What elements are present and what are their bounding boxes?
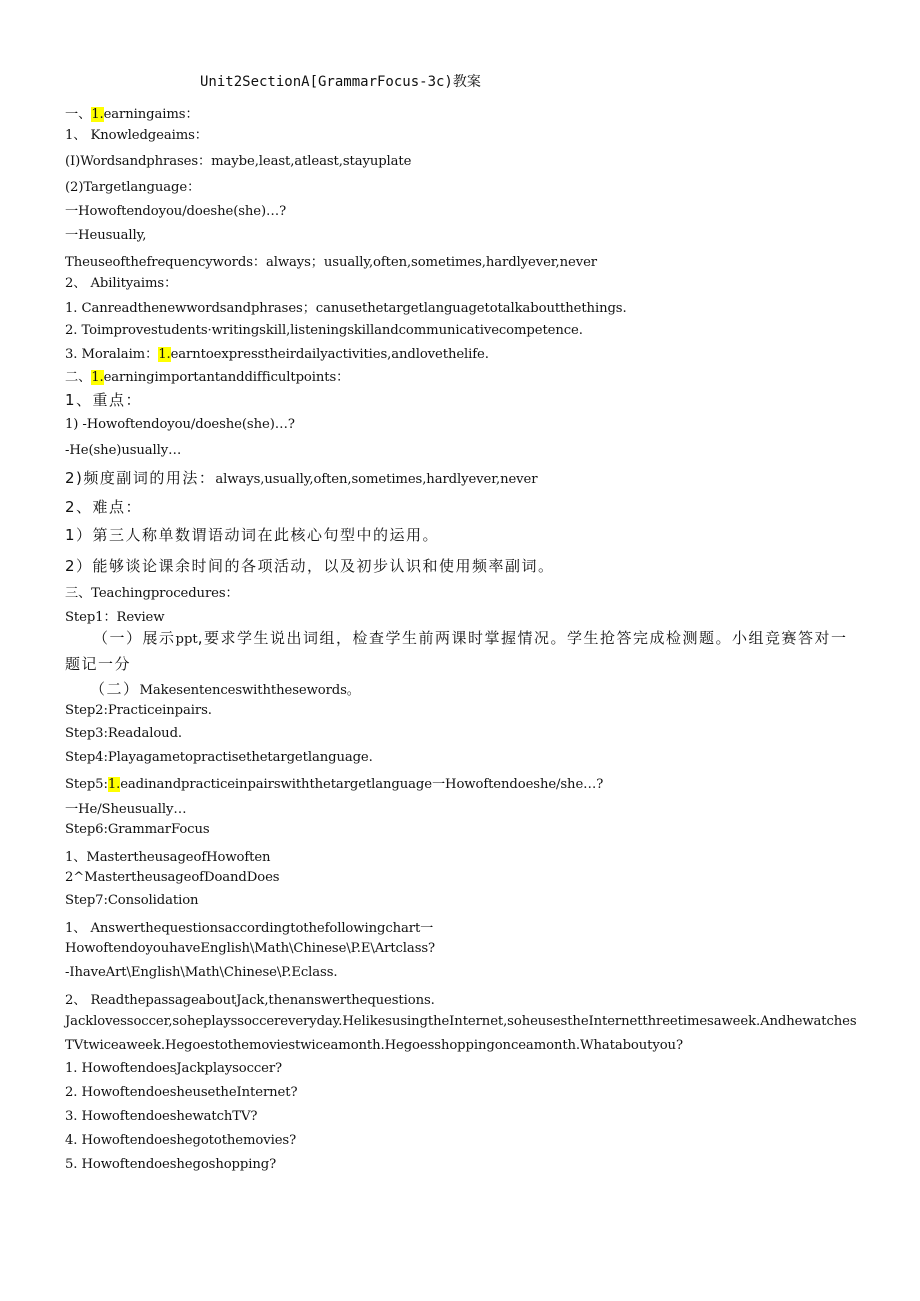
aims-line: Theuseofthefrequencywords：always；usually,often,sometimes,hardlyever,never (65, 255, 597, 270)
step-line: Step6:GrammarFocus (65, 822, 210, 837)
highlighted-text: 1. (158, 347, 171, 362)
step-line (90, 678, 360, 699)
aims-line: Step1：Review (65, 610, 165, 625)
step-line: Step7:Consolidation (65, 893, 199, 908)
line-text: Makesentenceswiththesewords。 (139, 683, 360, 698)
step-line: 2^MastertheusageofDoandDoes (65, 870, 280, 885)
aims-line: -He(she)usually… (65, 443, 182, 458)
aims-line (65, 366, 349, 385)
line-prefix: 3. Moralaim： (65, 347, 159, 362)
step-line: 2、 ReadthepassageaboutJack,thenanswerthequestions. (65, 993, 435, 1008)
aims-line: 1) -Howoftendoyou/doeshe(she)…? (65, 417, 295, 432)
highlighted-text: 1. (91, 107, 104, 122)
aims-line: 1、重点： (65, 391, 143, 409)
line-text: earntoexpresstheirdailyactivities,andlovethelife. (170, 347, 489, 362)
line-prefix: 二、 (65, 370, 92, 385)
aims-line: 1. Canreadthenewwordsandphrases；canusethetargetlanguagetotalkaboutthethings. (65, 301, 627, 316)
aims-line: 1）第三人称单数谓语动词在此核心句型中的运用。 (65, 526, 440, 544)
line-prefix: 2)频度副词的用法： (65, 469, 216, 487)
aims-line: 一Heusually, (65, 228, 147, 243)
aims-line (65, 103, 199, 122)
step-line: Step2:Practiceinpairs. (65, 703, 212, 718)
jack-passage: Jacklovessoccer,soheplayssoccereveryday.HelikesusingtheInternet,soheusestheInternetthreetimesaweek.AndhewatchesTVtwiceaweek.Hegoestothemoviestwiceamonth.Hegoesshoppingonceamonth.Whataboutyou? (65, 1014, 857, 1053)
step-line: 一He/Sheusually… (65, 802, 187, 817)
aims-line: 1、 Knowledgeaims： (65, 128, 208, 143)
aims-line: 2、难点： (65, 498, 143, 516)
question-line: 2. HowoftendoesheusetheInternet? (65, 1085, 298, 1100)
step-line: Step3:Readaloud. (65, 726, 182, 741)
aims-line (65, 343, 489, 362)
aims-line: (2)Targetlanguage： (65, 180, 201, 195)
step-line: HowoftendoyouhaveEnglish\Math\Chinese\P.E\Artclass? (65, 941, 435, 956)
line-text: always,usually,often,sometimes,hardlyever,never (215, 472, 538, 487)
document-title: Unit2SectionA[GrammarFocus-3c)教案 (200, 74, 481, 90)
question-line: 5. Howoftendoeshegoshopping? (65, 1157, 277, 1172)
question-line: 3. HowoftendoeshewatchTV? (65, 1109, 258, 1124)
question-line: 4. Howoftendoeshegotothemovies? (65, 1133, 297, 1148)
line-text: eadinandpracticeinpairswiththetargetlanguage一Howoftendoeshe/she…? (120, 777, 604, 792)
line-text: earningimportantanddifficultpoints： (103, 370, 350, 385)
aims-line: 2）能够谈论课余时间的各项活动，以及初步认识和使用频率副词。 (65, 557, 555, 575)
para-ppt: ppt (175, 632, 198, 647)
question-line: 1. HowoftendoesJackplaysoccer? (65, 1061, 283, 1076)
line-prefix: （二） (90, 680, 140, 698)
step-line: 1、 Answerthequestionsaccordingtothefollowingchart一 (65, 921, 434, 936)
aims-line (65, 467, 537, 488)
line-prefix: Step5: (65, 777, 108, 792)
para-prefix: （一）展示 (93, 629, 176, 647)
aims-line: 一Howoftendoyou/doeshe(she)…? (65, 204, 287, 219)
step-line: -IhaveArt\English\Math\Chinese\P.Eclass. (65, 965, 338, 980)
step-line (65, 773, 603, 792)
aims-line: 2. Toimprovestudents·writingskill,listeningskillandcommunicativecompetence. (65, 323, 583, 338)
aims-line: 三、Teachingprocedures： (65, 586, 239, 601)
line-prefix: 一、 (65, 107, 92, 122)
highlighted-text: 1. (107, 777, 121, 792)
review-paragraph (65, 626, 860, 676)
step-line: 1、MastertheusageofHowoften (65, 850, 271, 865)
aims-line: 2、 Abilityaims： (65, 276, 178, 291)
line-text: earningaims： (103, 107, 199, 122)
highlighted-text: 1. (91, 370, 104, 385)
aims-line: (I)Wordsandphrases：maybe,least,atleast,stayuplate (65, 154, 412, 169)
para-text: ,要求学生说出词组，检查学生前两课时掌握情况。学生抢答完成检测题。小组竞赛答对一题记一分 (65, 629, 848, 673)
step-line: Step4:Playagametopractisethetargetlanguage. (65, 750, 373, 765)
